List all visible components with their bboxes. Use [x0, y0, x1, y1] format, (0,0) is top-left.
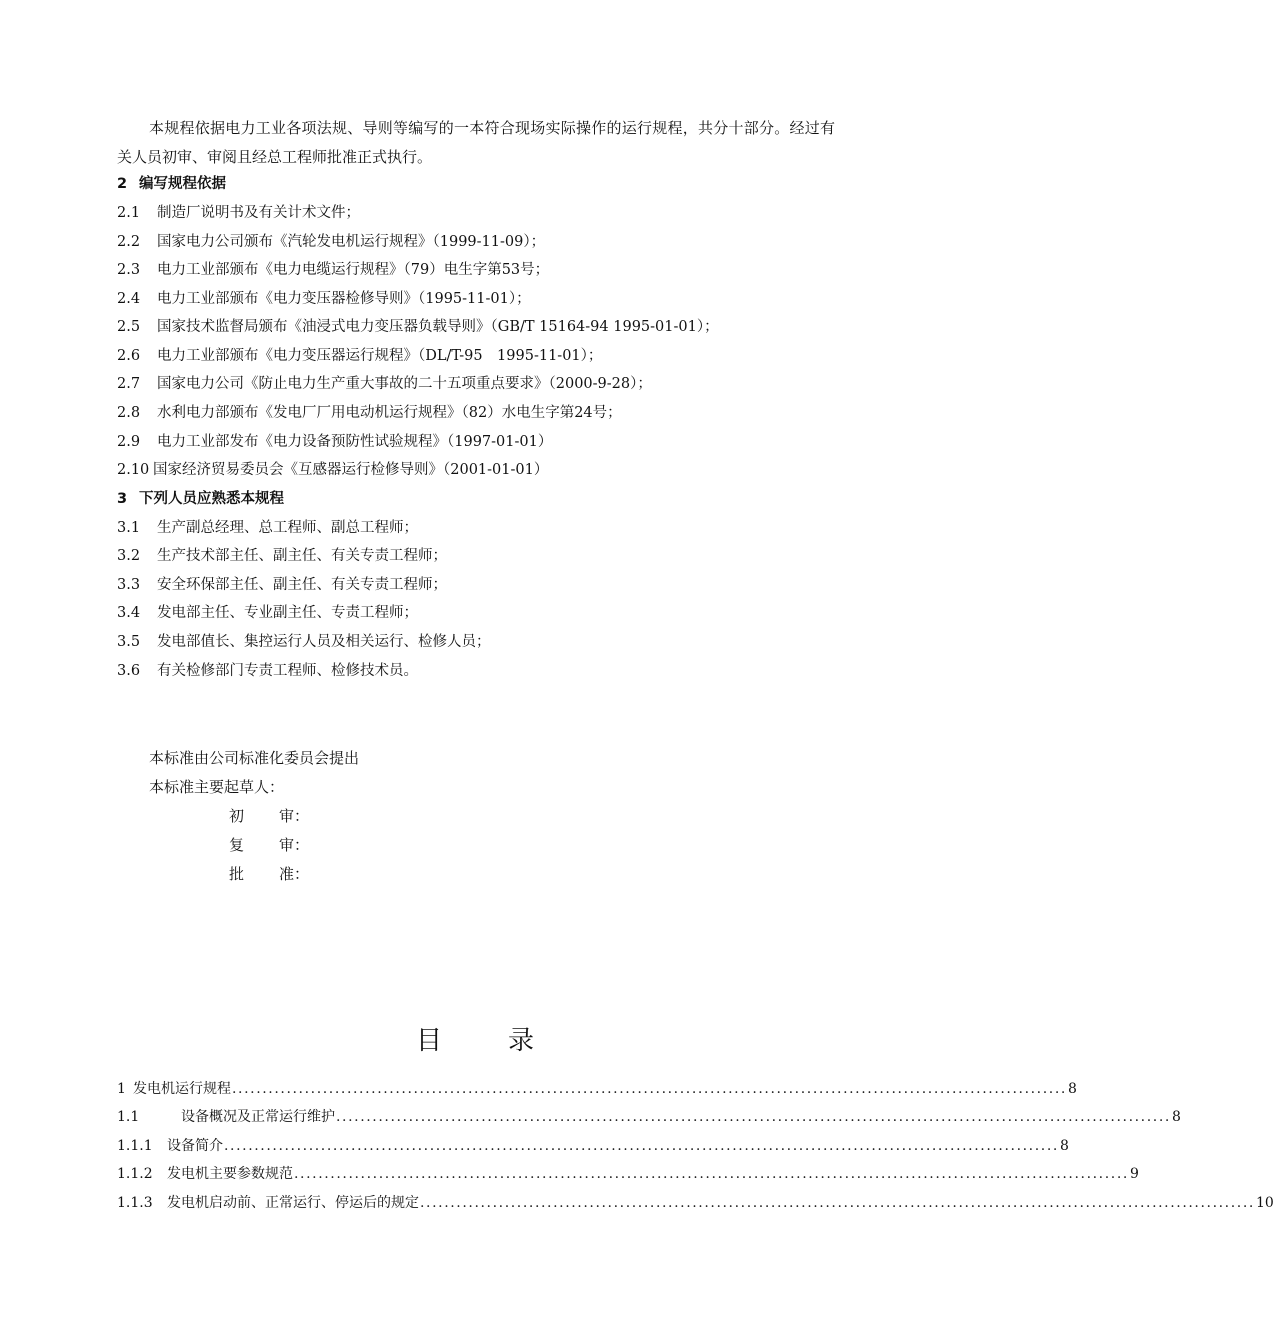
- approval-key: 批: [229, 865, 245, 883]
- section-2-heading: [117, 173, 226, 195]
- toc-entry-number: 1.1.3: [117, 1195, 153, 1211]
- list-item: [117, 631, 491, 653]
- item-number: 2.9: [117, 434, 141, 450]
- item-text: 生产技术部主任、副主任、有关专责工程师；: [157, 548, 447, 564]
- toc-entry[interactable]: [117, 1106, 1181, 1128]
- list-item: [117, 402, 622, 424]
- item-number: 2.5: [117, 319, 141, 335]
- item-number: 3.2: [117, 548, 141, 564]
- item-number: 2.10: [117, 462, 150, 478]
- toc-leader-dots: ..........................................................................................................................................: [294, 1166, 1129, 1182]
- toc-entry-page: 8: [1059, 1138, 1069, 1154]
- toc-entry-page: 10: [1255, 1195, 1274, 1211]
- list-item: [117, 660, 418, 682]
- toc-entry-number: 1: [117, 1081, 126, 1097]
- list-item: [117, 345, 602, 367]
- item-number: 3.1: [117, 520, 141, 536]
- toc-entry-title: 发电机启动前、正常运行、停运后的规定: [167, 1195, 419, 1211]
- item-number: 2.1: [117, 205, 141, 221]
- item-text: 发电部主任、专业副主任、专责工程师；: [157, 605, 418, 621]
- toc-entry-title: 设备简介: [167, 1138, 223, 1154]
- item-text: 发电部值长、集控运行人员及相关运行、检修人员；: [157, 634, 491, 650]
- item-number: 2.7: [117, 376, 141, 392]
- list-item: [117, 545, 447, 567]
- item-number: 3.3: [117, 577, 141, 593]
- item-text: 电力工业部颁布《电力变压器检修导则》（1995-11-01）；: [157, 291, 531, 307]
- list-item: [117, 602, 418, 624]
- item-text: 国家技术监督局颁布《油浸式电力变压器负载导则》（GB/T 15164-94 1995-01-01）；: [157, 319, 719, 335]
- item-number: 2.2: [117, 234, 141, 250]
- item-number: 2.8: [117, 405, 141, 421]
- approval-key: 审：: [279, 807, 310, 825]
- section-3-title: 下列人员应熟悉本规程: [139, 491, 284, 507]
- toc-entry[interactable]: [117, 1078, 1077, 1100]
- item-number: 3.4: [117, 605, 141, 621]
- list-item: [117, 517, 418, 539]
- toc-title-right: 录: [508, 1026, 535, 1056]
- section-3-number: 3: [117, 491, 128, 507]
- approval-line-initial-review: [229, 805, 309, 827]
- toc-entry-title: 发电机主要参数规范: [167, 1166, 293, 1182]
- item-text: 电力工业部颁布《电力变压器运行规程》（DL/T-95 1995-11-01）；: [157, 348, 603, 364]
- section-2-title: 编写规程依据: [139, 176, 226, 192]
- section-3-heading: [117, 488, 284, 510]
- list-item: [117, 259, 549, 281]
- item-text: 国家电力公司颁布《汽轮发电机运行规程》（1999-11-09）；: [157, 234, 546, 250]
- item-number: 2.6: [117, 348, 141, 364]
- list-item: [117, 431, 552, 453]
- list-item: [117, 373, 652, 395]
- toc-entry-page: 9: [1129, 1166, 1139, 1182]
- approval-key: 初: [229, 807, 245, 825]
- toc-entry-title: 发电机运行规程: [133, 1081, 231, 1097]
- item-number: 3.5: [117, 634, 141, 650]
- item-text: 生产副总经理、总工程师、副总工程师；: [157, 520, 418, 536]
- toc-leader-dots: ..........................................................................................................................................: [336, 1109, 1171, 1125]
- toc-title: [0, 1024, 950, 1058]
- item-text: 水利电力部颁布《发电厂厂用电动机运行规程》（82）水电生字第24号；: [157, 405, 622, 421]
- approval-key: 复: [229, 836, 245, 854]
- section-2-number: 2: [117, 176, 128, 192]
- list-item: [117, 574, 447, 596]
- toc-entry[interactable]: [117, 1135, 1069, 1157]
- item-text: 电力工业部发布《电力设备预防性试验规程》（1997-01-01）: [157, 434, 553, 450]
- toc-leader-dots: ..........................................................................................................................................: [224, 1138, 1059, 1154]
- toc-entry-page: 8: [1171, 1109, 1181, 1125]
- toc-entry-number: 1.1: [117, 1109, 140, 1125]
- item-text: 国家电力公司《防止电力生产重大事故的二十五项重点要求》（2000-9-28）；: [157, 376, 652, 392]
- item-number: 2.4: [117, 291, 141, 307]
- list-item: [117, 459, 548, 481]
- approval-line-approve: [229, 863, 309, 885]
- drafter-text: 本标准主要起草人：: [149, 778, 285, 796]
- proposed-by-text: 本标准由公司标准化委员会提出: [149, 749, 360, 767]
- list-item: [117, 202, 360, 224]
- item-text: 制造厂说明书及有关计术文件；: [157, 205, 360, 221]
- toc-title-left: 目: [415, 1026, 442, 1056]
- toc-entry[interactable]: [117, 1192, 1274, 1214]
- list-item: [117, 231, 545, 253]
- toc-entry-number: 1.1.2: [117, 1166, 153, 1182]
- approval-key: 审：: [279, 836, 310, 854]
- toc-entry-title: 设备概况及正常运行维护: [181, 1109, 335, 1125]
- item-number: 2.3: [117, 262, 141, 278]
- toc-entry-number: 1.1.1: [117, 1138, 153, 1154]
- approval-key: 准：: [279, 865, 310, 883]
- approval-line-re-review: [229, 834, 309, 856]
- item-text: 国家经济贸易委员会《互感器运行检修导则》（2001-01-01）: [153, 462, 549, 478]
- toc-leader-dots: ..........................................................................................................................................: [420, 1195, 1255, 1211]
- toc-entry-page: 8: [1067, 1081, 1077, 1097]
- list-item: [117, 316, 719, 338]
- list-item: [117, 288, 531, 310]
- toc-entry[interactable]: [117, 1163, 1139, 1185]
- item-number: 3.6: [117, 663, 141, 679]
- item-text: 电力工业部颁布《电力电缆运行规程》（79）电生字第53号；: [157, 262, 550, 278]
- item-text: 有关检修部门专责工程师、检修技术员。: [157, 663, 418, 679]
- toc-leader-dots: ..........................................................................................................................................: [232, 1081, 1067, 1097]
- intro-paragraph: 本规程依据电力工业各项法规、导则等编写的一本符合现场实际操作的运行规程，共分十部分。经过有关人员初审、审阅且经总工程师批准正式执行。: [117, 119, 835, 166]
- item-text: 安全环保部主任、副主任、有关专责工程师；: [157, 577, 447, 593]
